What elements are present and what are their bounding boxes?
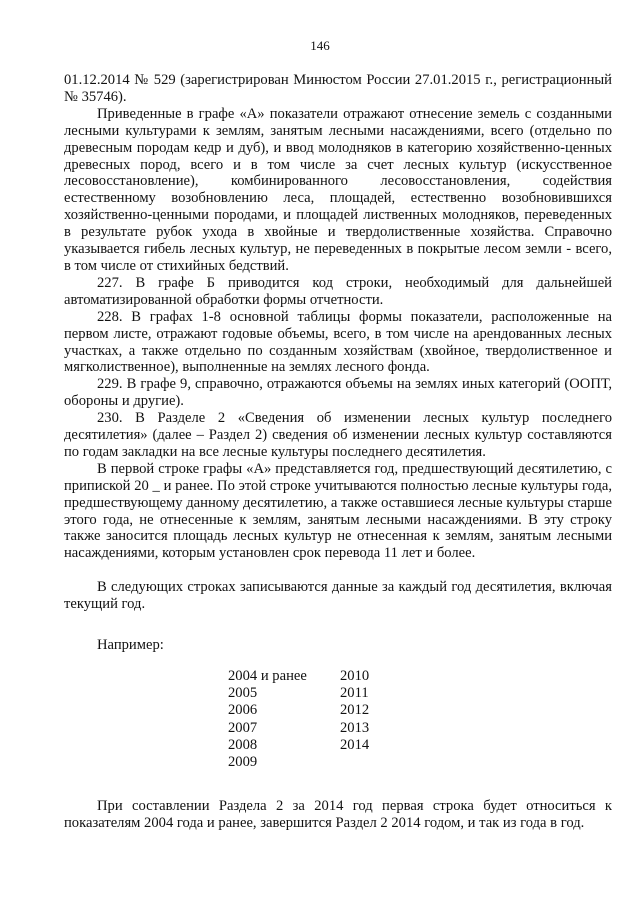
- years-column-2: [340, 668, 369, 754]
- paragraph-228: 228. В графах 1-8 основной таблицы формы показатели, расположенные на первом листе, отражают годовые объемы, всего, в том числе на арендованных лесных участках, а также отдельно по созданным хозяйствам (хвойное, твердолиственное и мягколиственное), выполненные на землях лесного фонда.: [64, 308, 612, 376]
- paragraph-227: 227. В графе Б приводится код строки, необходимый для дальнейшей автоматизированной обработки формы отчетности.: [64, 274, 612, 308]
- document-body: [64, 72, 612, 832]
- paragraph-order-reference: 01.12.2014 № 529 (зарегистрирован Минюстом России 27.01.2015 г., регистрационный № 35746).: [64, 72, 612, 105]
- year-item: 2012: [340, 702, 370, 719]
- year-item: 2004 и ранее: [228, 668, 307, 684]
- paragraph-next-rows: В следующих строках записываются данные за каждый год десятилетия, включая текущий год.: [64, 579, 612, 613]
- year-item: 2010: [340, 668, 370, 684]
- paragraph-229: 229. В графе 9, справочно, отражаются объемы на землях иных категорий (ООПТ, обороны и другие).: [64, 376, 612, 410]
- page-number: 146: [310, 38, 330, 53]
- year-item: 2008: [228, 736, 258, 753]
- paragraph-column-a-description: Приведенные в графе «А» показатели отражают отнесение земель с созданными лесными культурами к землям, занятым лесными насаждениями, всего (отдельно по древесным породам кедр и дуб), и ввод молодняков в категорию хозяйственно-ценных древесных пород, всего и в том числе за счет лесных культур (искусственное лесовосстановление), комбинированного лесовосстановления, содействия естественному возобновлению леса, площадей, естественно возобновившихся хозяйственно-ценными породами, и площадей лиственных молодняков, переведенных в результате рубок ухода в хвойные и твердолиственные хозяйства. Справочно указывается гибель лесных культур, не переведенных в покрытые лесом земли - всего, в том числе от стихийных бедствий.: [64, 105, 612, 274]
- paragraph-first-row: В первой строке графы «А» представляется год, предшествующий десятилетию, с припиской 20 _ и ранее. По этой строке учитываются полностью лесные культуры года, предшествующему данному десятилетию, а также оставшиеся лесные культуры старше этого года, не отнесенные к землям, занятым лесными насаждениями. В эту строку также заносится площадь лесных культур не отнесенная к землям, занятым лесными насаждениями, которым установлен срок перевода 11 лет и более.: [64, 460, 612, 562]
- paragraph-final: При составлении Раздела 2 за 2014 год первая строка будет относиться к показателям 2004 года и ранее, завершится Раздел 2 2014 годом, и так из года в год.: [64, 798, 612, 831]
- years-example-list: [64, 668, 612, 778]
- year-item: 2009: [228, 753, 258, 770]
- example-label: Например:: [97, 637, 164, 654]
- year-item: 2014: [340, 736, 370, 753]
- paragraph-230: 230. В Разделе 2 «Сведения об изменении лесных культур последнего десятилетия» (далее – Раздел 2) сведения об изменении лесных культур составляются по годам закладки на все лесные культуры последнего десятилетия.: [64, 410, 612, 460]
- year-item: 2013: [340, 719, 370, 736]
- year-item: 2007: [228, 719, 258, 736]
- year-item: 2011: [340, 685, 369, 702]
- years-column-1: [228, 668, 307, 771]
- year-item: 2006: [228, 702, 258, 719]
- year-item: 2005: [228, 685, 258, 702]
